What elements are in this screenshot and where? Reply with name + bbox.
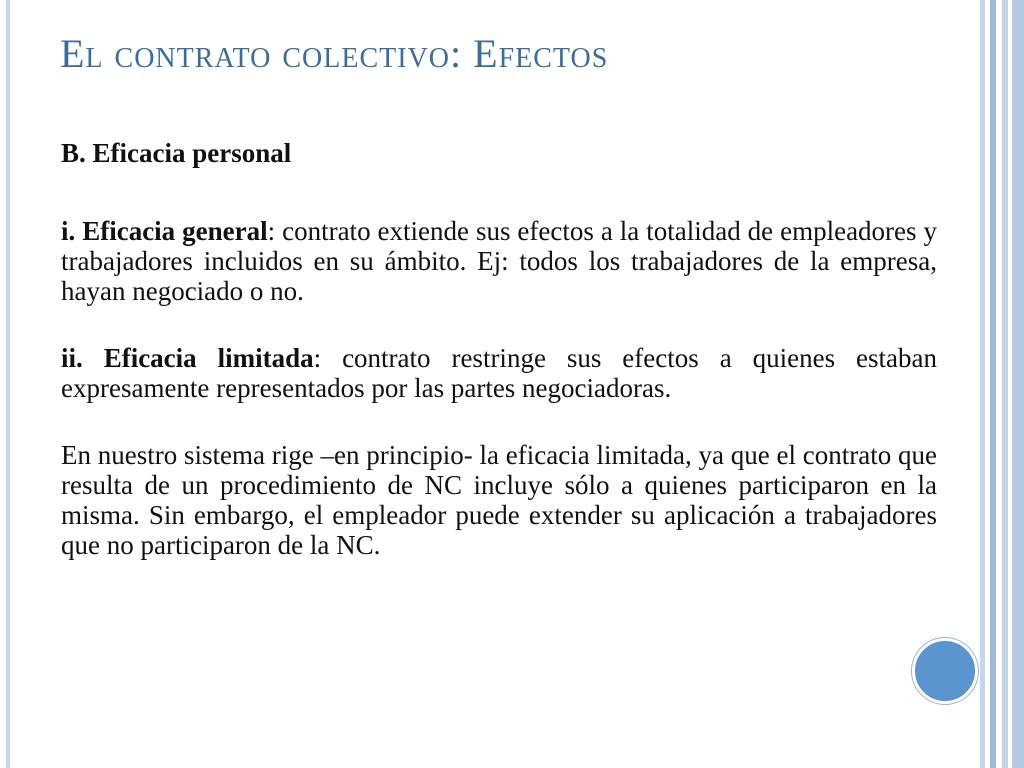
- item-eficacia-general: [61, 216, 937, 306]
- item-separator: :: [313, 343, 322, 373]
- item-label: i. Eficacia general: [61, 216, 268, 246]
- conclusion-paragraph: En nuestro sistema rige –en principio- la eficacia limitada, ya que el contrato que resulta de un procedimiento de NC incluye sólo a quienes participaron en la misma. Sin embargo, el empleador puede extender su aplicación a trabajadores que no participaron de la NC.: [61, 440, 937, 560]
- item-separator: :: [267, 216, 276, 246]
- item-label: ii. Eficacia limitada: [61, 343, 314, 373]
- item-text: contrato extiende sus efectos a la totalidad de empleadores y trabajadores incluidos en su ámbito. Ej: todos los trabajadores de la empresa, hayan negociado o no.: [61, 216, 937, 306]
- item-text: contrato restringe sus efectos a quienes estaban expresamente representados por las partes negociadoras.: [61, 343, 937, 403]
- slide-body: [61, 138, 937, 597]
- item-eficacia-limitada: [61, 343, 937, 403]
- right-frame-stripes: [976, 0, 1024, 768]
- decorative-circle: [912, 638, 978, 704]
- slide-title: El contrato colectivo: Efectos: [60, 31, 609, 76]
- section-heading: B. Eficacia personal: [61, 138, 292, 168]
- left-frame-border: [6, 0, 10, 768]
